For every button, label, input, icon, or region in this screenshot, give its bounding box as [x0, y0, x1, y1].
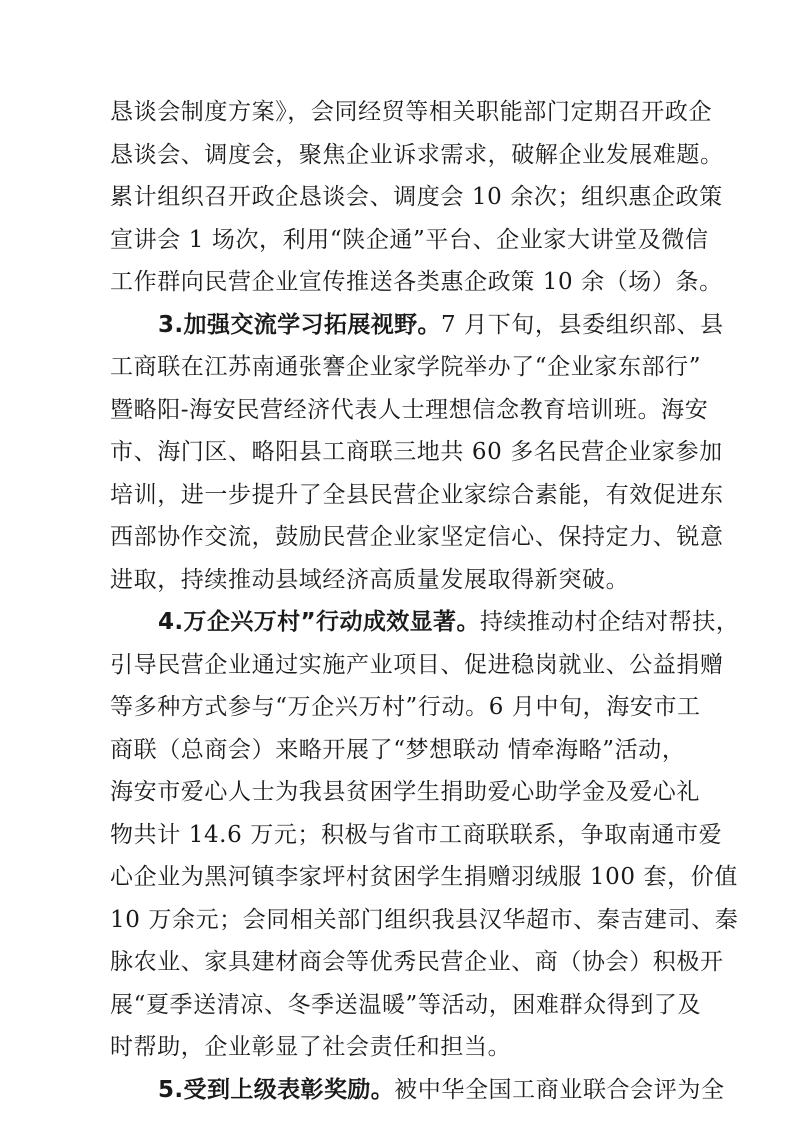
paragraph-line: 宣讲会 1 场次，利用“陕企通”平台、企业家大讲堂及微信 — [110, 227, 709, 253]
paragraph-line: 暨略阳-海安民营经济代表人士理想信念教育培训班。海安 — [110, 397, 709, 423]
paragraph-line: 恳谈会制度方案》，会同经贸等相关职能部门定期召开政企 — [110, 99, 713, 125]
paragraph-line: 培训，进一步提升了全县民营企业家综合素能，有效促进东 — [110, 482, 724, 508]
paragraph-line: 工商联在江苏南通张謇企业家学院举办了“企业家东部行” — [110, 354, 702, 380]
paragraph-line: 物共计 14.6 万元；积极与省市工商联联系，争取南通市爱 — [110, 822, 723, 848]
paragraph-line: 海安市爱心人士为我县贫困学生捐助爱心助学金及爱心礼 — [110, 779, 700, 805]
paragraph-line: 脉农业、家具建材商会等优秀民营企业、商（协会）积极开 — [110, 949, 724, 975]
paragraph-line: 商联（总商会）来略开展了“梦想联动 情牵海略”活动， — [110, 737, 686, 763]
paragraph-line: 时帮助，企业彰显了社会责任和担当。 — [110, 1034, 512, 1060]
paragraph-line: 展“夏季送清凉、冬季送温暖”等活动，困难群众得到了及 — [110, 992, 702, 1018]
paragraph-line: 心企业为黑河镇李家坪村贫困学生捐赠羽绒服 100 套，价值 — [110, 864, 738, 890]
paragraph-line: 10 万余元；会同相关部门组织我县汉华超市、秦吉建司、秦 — [110, 907, 739, 933]
section-4-lead-text: 持续推动村企结对帮扶， — [479, 609, 740, 635]
paragraph-line: 恳谈会、调度会，聚焦企业诉求需求，破解企业发展难题。 — [110, 142, 724, 168]
section-5-lead-text: 被中华全国工商业联合会评为全 — [394, 1077, 725, 1103]
paragraph-line: 进取，持续推动县域经济高质量发展取得新突破。 — [110, 567, 630, 593]
paragraph-line: 工作群向民营企业宣传推送各类惠企政策 10 余（场）条。 — [110, 269, 723, 295]
section-5-first-line — [158, 1070, 725, 1110]
section-4-first-line — [158, 602, 740, 642]
section-4-heading: 4.万企兴万村”行动成效显著。 — [158, 609, 480, 635]
paragraph-line: 市、海门区、略阳县工商联三地共 60 多名民营企业家参加 — [110, 439, 723, 465]
section-3-heading: 3.加强交流学习拓展视野。 — [158, 312, 441, 338]
paragraph-line: 等多种方式参与“万企兴万村”行动。6 月中旬，海安市工 — [110, 694, 701, 720]
paragraph-line: 累计组织召开政企恳谈会、调度会 10 余次；组织惠企政策 — [110, 184, 723, 210]
paragraph-line: 引导民营企业通过实施产业项目、促进稳岗就业、公益捐赠 — [110, 652, 724, 678]
section-5-heading: 5.受到上级表彰奖励。 — [158, 1077, 395, 1103]
section-3-lead-text: 7 月下旬，县委组织部、县 — [440, 312, 724, 338]
section-3-first-line — [158, 305, 724, 345]
paragraph-line: 西部协作交流，鼓励民营企业家坚定信心、保持定力、锐意 — [110, 524, 724, 550]
